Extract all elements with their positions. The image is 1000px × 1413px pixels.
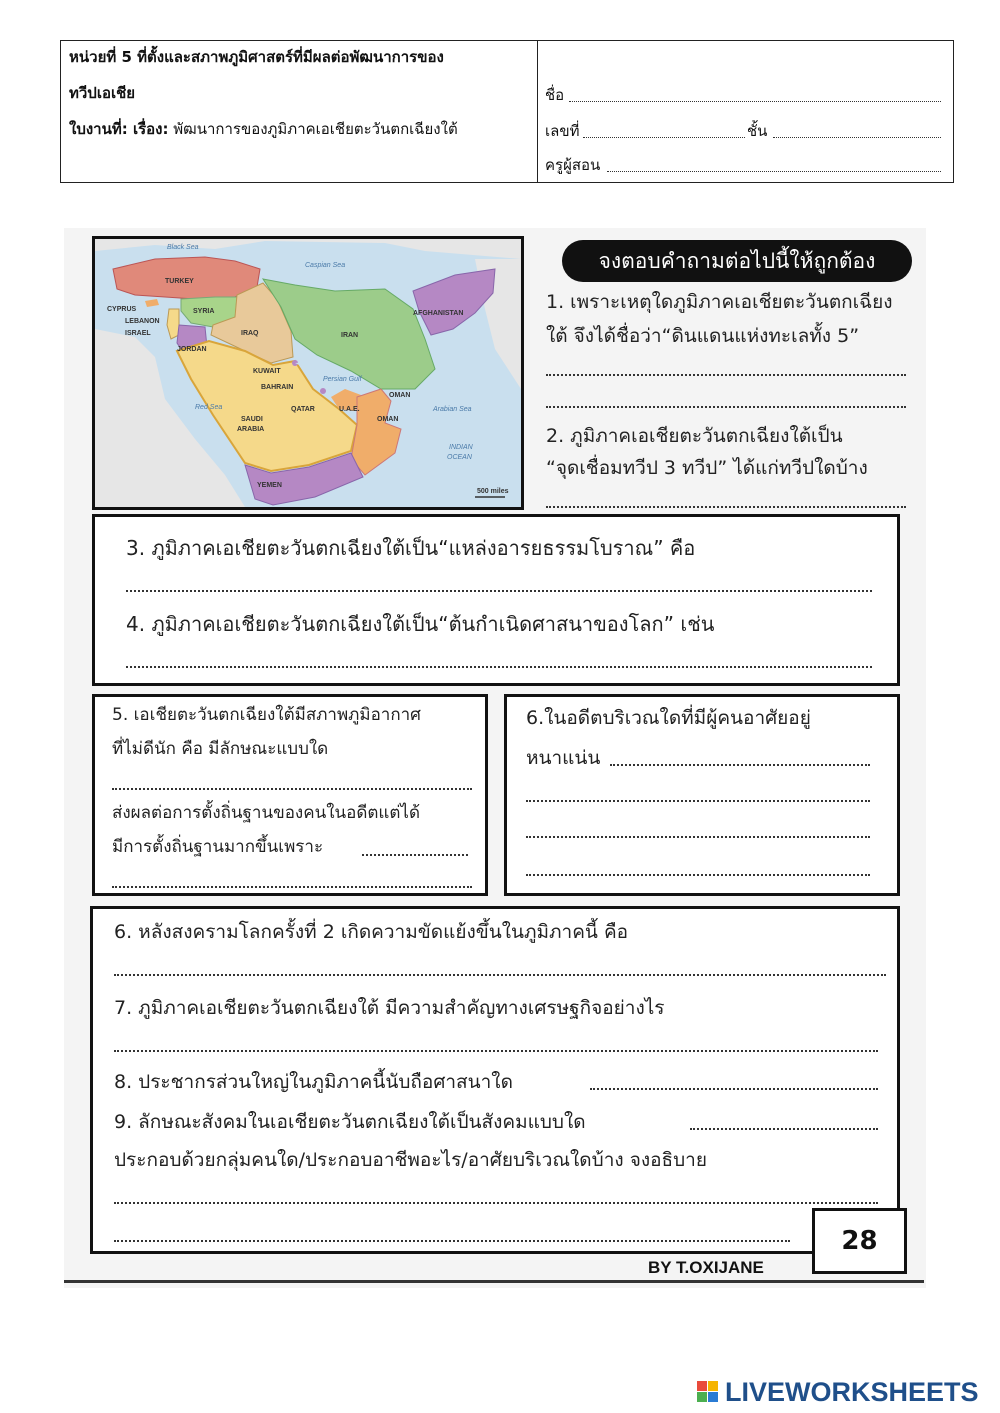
teacher-field[interactable] [607,171,941,172]
q9-line2: ประกอบด้วยกลุ่มคนใด/ประกอบอาชีพอะไร/อาศัยบริเวณใดบ้าง จงอธิบาย [114,1149,707,1171]
q9-line1: 9. ลักษณะสังคมในเอเชียตะวันตกเฉียงใต้เป็นสังคมแบบใด [114,1111,586,1133]
map-label-black-sea: Black Sea [167,244,199,251]
q5-line1: 5. เอเชียตะวันตกเฉียงใต้มีสภาพภูมิอากาศ [112,705,421,725]
q5-line4: มีการตั้งถิ่นฐานมากขึ้นเพราะ [112,837,324,857]
q3-answer-line[interactable] [126,590,872,592]
q6a-answer-line-1[interactable] [526,800,870,802]
q6b-answer-line[interactable] [114,974,886,976]
q2-line2: “จุดเชื่อมทวีป 3 ทวีป” ได้แก่ทวีปใดบ้าง [546,457,868,479]
q5-line3: ส่งผลต่อการตั้งถิ่นฐานของคนในอดีตแต่ได้ [112,803,421,823]
brand-name: LIVEWORKSHEETS [725,1377,979,1407]
map-label-oman-north: OMAN [389,392,411,399]
header-divider [537,41,538,182]
number-field[interactable] [583,137,745,138]
map-label-arabian-sea: Arabian Sea [433,406,472,413]
header-table [60,40,954,183]
middle-east-map [92,236,524,510]
map-label-uae: U.A.E. [339,406,360,413]
map-label-red-sea: Red Sea [195,404,223,411]
map-label-israel: ISRAEL [125,330,151,337]
q1-answer-line-1[interactable] [546,374,906,376]
q2-answer-line[interactable] [546,506,906,508]
q1-line2: ใต้ จึงได้ชื่อว่า“ดินแดนแห่งทะเลทั้ง 5” [546,325,860,347]
footer-rule [64,1280,924,1283]
map-label-turkey: TURKEY [165,278,194,285]
map-label-bahrain: BAHRAIN [261,384,294,391]
q9-answer-line-1[interactable] [114,1202,878,1204]
q1-line1: 1. เพราะเหตุใดภูมิภาคเอเชียตะวันตกเฉียง [546,291,893,313]
q8-answer-inline[interactable] [590,1088,878,1090]
page-number: 28 [812,1208,907,1274]
number-label: เลขที่ [545,122,580,140]
map-graphic [95,239,521,507]
name-field[interactable] [569,101,941,102]
map-label-kuwait: KUWAIT [253,368,281,375]
logo-square-green [697,1392,707,1402]
q9-answer-line-2[interactable] [114,1240,790,1242]
q2-line1: 2. ภูมิภาคเอเชียตะวันตกเฉียงใต้เป็น [546,425,843,447]
map-scale: 500 miles [477,488,509,495]
map-label-lebanon: LEBANON [125,318,160,325]
q7-answer-line[interactable] [114,1050,878,1052]
logo-square-red [697,1381,707,1391]
q6a-line1: 6.ในอดีตบริเวณใดที่มีผู้คนอาศัยอยู่ [526,707,811,729]
map-label-afghanistan: AFGHANISTAN [413,310,464,317]
q9-answer-inline[interactable] [690,1128,878,1130]
worksheet-label: ใบงานที่: เรื่อง: [69,120,169,138]
map-label-arabia: ARABIA [237,426,265,433]
q7-text: 7. ภูมิภาคเอเชียตะวันตกเฉียงใต้ มีความสำคัญทางเศรษฐกิจอย่างไร [114,997,665,1019]
q8-text: 8. ประชากรส่วนใหญ่ในภูมิภาคนี้นับถือศาสนาใด [114,1071,513,1093]
map-label-saudi: SAUDI [241,416,263,423]
map-label-jordan: JORDAN [177,346,207,353]
q5-line2: ที่ไม่ดีนัก คือ มีลักษณะแบบใด [112,739,329,759]
map-label-caspian-sea: Caspian Sea [305,262,346,269]
map-label-iran: IRAN [341,332,359,339]
map-label-indian: INDIAN [449,444,473,451]
class-label: ชั้น [747,122,768,140]
q6b-text: 6. หลังสงครามโลกครั้งที่ 2 เกิดความขัดแย้งขึ้นในภูมิภาคนี้ คือ [114,921,629,943]
author-credit: BY T.OXIJANE [648,1258,764,1277]
logo-square-blue [708,1392,718,1402]
q4-answer-line[interactable] [126,666,872,668]
map-label-persian-gulf: Persian Gulf [323,376,362,383]
class-field[interactable] [773,137,941,138]
map-label-iraq: IRAQ [241,330,259,337]
map-label-syria: SYRIA [193,308,215,315]
q6a-answer-line-2[interactable] [526,836,870,838]
q4-text: 4. ภูมิภาคเอเชียตะวันตกเฉียงใต้เป็น“ต้นกำเนิดศาสนาของโลก” เช่น [126,612,715,636]
worksheet-title: พัฒนาการของภูมิภาคเอเชียตะวันตกเฉียงใต้ [173,120,458,138]
q5-answer-line-1[interactable] [112,788,472,790]
q6a-answer-inline[interactable] [610,764,870,766]
unit-title-line1: หน่วยที่ 5 ที่ตั้งและสภาพภูมิศาสตร์ที่มีผลต่อพัฒนาการของ [69,48,444,66]
q1-answer-line-2[interactable] [546,406,906,408]
map-label-cyprus: CYPRUS [107,306,137,313]
instruction-banner: จงตอบคำถามต่อไปนี้ให้ถูกต้อง [562,240,912,282]
q6a-line2: หนาแน่น [526,747,601,769]
q6a-answer-line-3[interactable] [526,874,870,876]
map-label-qatar: QATAR [291,406,315,413]
teacher-label: ครูผู้สอน [545,156,601,174]
map-label-yemen: YEMEN [257,482,282,489]
map-label-oman: OMAN [377,416,399,423]
map-label-ocean: OCEAN [447,454,472,461]
q5-answer-inline[interactable] [362,854,468,856]
logo-square-yellow [708,1381,718,1391]
q3-text: 3. ภูมิภาคเอเชียตะวันตกเฉียงใต้เป็น“แหล่งอารยธรรมโบราณ” คือ [126,536,696,560]
q5-answer-line-2[interactable] [112,886,472,888]
unit-title-line2: ทวีปเอเชีย [69,84,136,102]
name-label: ชื่อ [545,86,565,104]
